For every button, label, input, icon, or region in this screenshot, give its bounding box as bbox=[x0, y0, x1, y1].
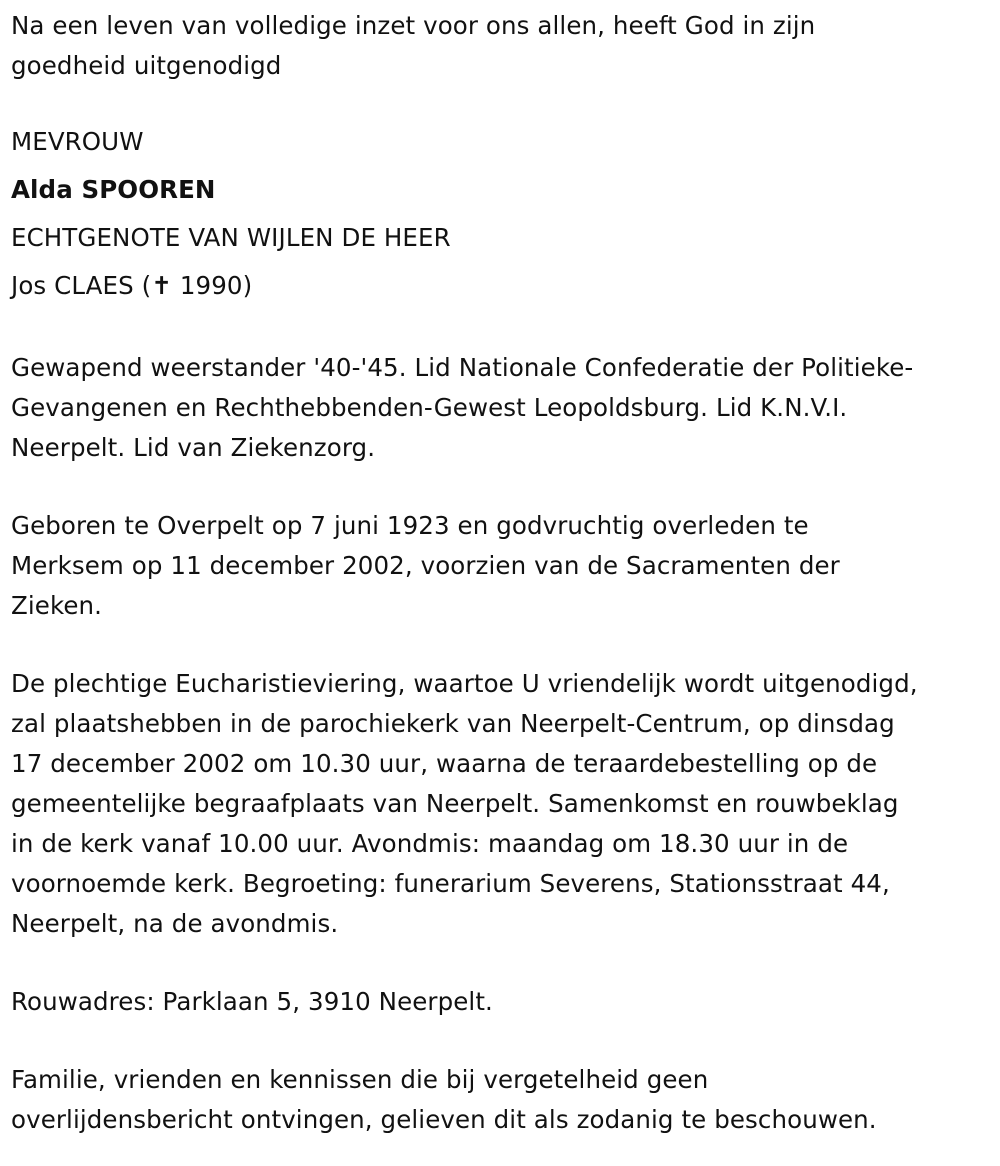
life-dates-line: Merksem op 11 december 2002, voorzien van de Sacramenten der bbox=[11, 551, 840, 580]
cross-icon: ✝ bbox=[151, 271, 172, 300]
life-dates-line: Geboren te Overpelt op 7 juni 1923 en godvruchtig overleden te bbox=[11, 511, 809, 540]
mourning-address-line: Rouwadres: Parklaan 5, 3910 Neerpelt. bbox=[11, 987, 493, 1016]
closing-line: overlijdensbericht ontvingen, gelieven dit als zodanig te beschouwen. bbox=[11, 1105, 877, 1134]
memberships-paragraph bbox=[11, 348, 993, 468]
intro-line: goedheid uitgenodigd bbox=[11, 51, 282, 80]
spouse-death-year: 1990) bbox=[179, 271, 253, 300]
intro-line: Na een leven van volledige inzet voor ons allen, heeft God in zijn bbox=[11, 11, 816, 40]
life-dates-line: Zieken. bbox=[11, 591, 103, 620]
deceased-identity bbox=[11, 118, 993, 310]
memberships-line: Neerpelt. Lid van Ziekenzorg. bbox=[11, 433, 376, 462]
ceremony-line: Neerpelt, na de avondmis. bbox=[11, 909, 339, 938]
memberships-line: Gewapend weerstander '40-'45. Lid Nationale Confederatie der Politieke- bbox=[11, 353, 914, 382]
ceremony-line: zal plaatshebben in de parochiekerk van Neerpelt-Centrum, op dinsdag bbox=[11, 709, 895, 738]
obituary-notice bbox=[11, 6, 993, 1140]
ceremony-paragraph bbox=[11, 664, 993, 944]
intro-paragraph bbox=[11, 6, 993, 86]
ceremony-line: gemeentelijke begraafplaats van Neerpelt. Samenkomst en rouwbeklag bbox=[11, 789, 899, 818]
ceremony-line: De plechtige Eucharistieviering, waartoe U vriendelijk wordt uitgenodigd, bbox=[11, 669, 918, 698]
ceremony-line: in de kerk vanaf 10.00 uur. Avondmis: maandag om 18.30 uur in de bbox=[11, 829, 849, 858]
honorific-title: MEVROUW bbox=[11, 127, 144, 156]
spouse-name-text: Jos CLAES ( bbox=[11, 271, 152, 300]
life-dates-paragraph bbox=[11, 506, 993, 626]
closing-paragraph bbox=[11, 1060, 993, 1140]
ceremony-line: voornoemde kerk. Begroeting: funerarium Severens, Stationsstraat 44, bbox=[11, 869, 890, 898]
ceremony-line: 17 december 2002 om 10.30 uur, waarna de teraardebestelling op de bbox=[11, 749, 878, 778]
closing-line: Familie, vrienden en kennissen die bij vergetelheid geen bbox=[11, 1065, 709, 1094]
spouse-name bbox=[11, 262, 993, 310]
mourning-address-paragraph bbox=[11, 982, 993, 1022]
memberships-line: Gevangenen en Rechthebbenden-Gewest Leopoldsburg. Lid K.N.V.I. bbox=[11, 393, 848, 422]
deceased-name: Alda SPOOREN bbox=[11, 175, 216, 204]
spouse-relation: ECHTGENOTE VAN WIJLEN DE HEER bbox=[11, 223, 451, 252]
